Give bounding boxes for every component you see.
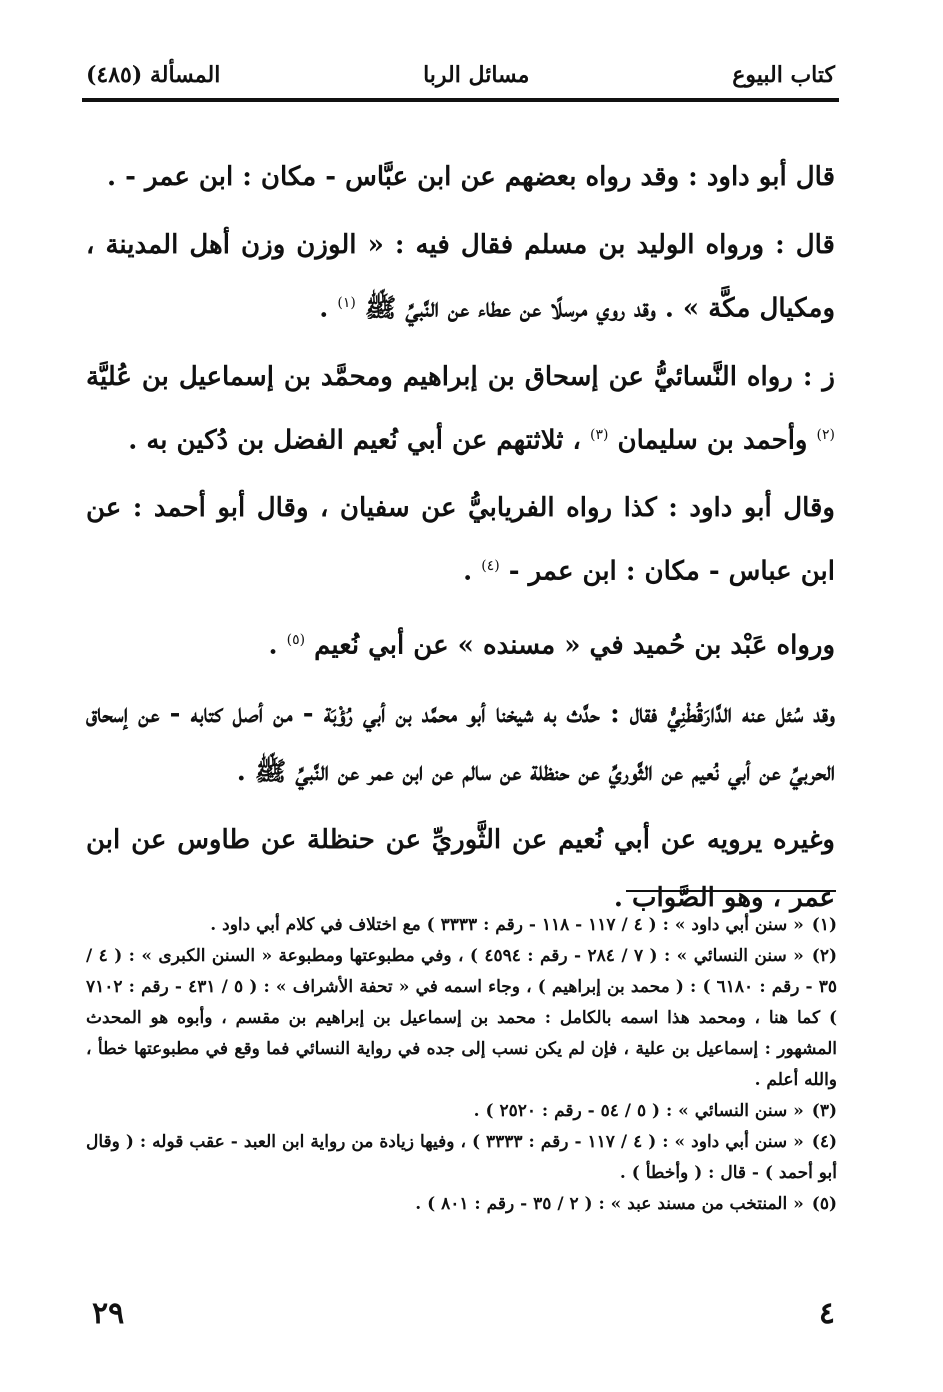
page-number-part: ٤ <box>818 1296 835 1331</box>
paragraph-5 <box>86 611 835 675</box>
footnote-4 <box>86 1127 837 1189</box>
paragraph-4-text: وقال أبو داود : كذا رواه الفريابيُّ عن سفيان ، وقال أبو أحمد : عن ابن عباس - مكان : ابن عمر - <box>86 493 835 587</box>
footnote-text: « سنن أبي داود » : ( ٤ / ١١٧ - رقم : ٣٣٣٣ ) ، وفيها زيادة من رواية ابن العبد - عقب قوله : ( وقال أبو أحمد ) - قال : ( وأخطأ ) . <box>86 1132 837 1183</box>
paragraph-3-text-mid: وأحمد بن سليمان <box>608 425 817 456</box>
paragraph-2-quote: « الوزن وزن أهل المدينة ، ومكيال مكَّة » <box>86 230 835 324</box>
footnote-text: « المنتخب من مسند عبد » : ( ٢ / ٣٥ - رقم : ٨٠١ ) . <box>415 1194 804 1214</box>
paragraph-3-lead-letter: ز : <box>802 361 835 392</box>
paragraph-2 <box>86 216 835 338</box>
footnote-ref-5[interactable]: (٥) <box>286 631 306 648</box>
header-divider <box>82 98 839 102</box>
footnote-text: « سنن النسائي » : ( ٧ / ٢٨٤ - رقم : ٤٥٩٤ ) ، وفي مطبوعتها ومطبوعة « السنن الكبرى » : ( ٤ / ٣٥ - رقم : ٦١٨٠ ) : ( محمد بن إبراهيم ) ، وجاء اسمه في « تحفة الأشراف » : ( ٥ / ٤٣١ - رقم : ٧١٠٢ ) كما هنا ، ومحمد هذا اسمه بالكامل : محمد بن إسماعيل بن إبراهيم بن مقسم ، وأبوه هو المحدث المشهور : إسماعيل بن علية ، فإن لم يكن نسب إلى جده في رواية النسائي فما وقع في مطبوعتها خطأ ، والله أعلم . <box>86 946 838 1090</box>
paragraph-4 <box>86 479 835 601</box>
footnote-text: « سنن أبي داود » : ( ٤ / ١١٧ - ١١٨ - رقم : ٣٣٣٣ ) مع اختلاف في كلام أبي داود . <box>210 915 804 935</box>
footnote-number: (٣) <box>811 1101 837 1121</box>
footnote-ref-3[interactable]: (٣) <box>590 426 609 443</box>
footnote-ref-4[interactable]: (٤) <box>481 558 500 575</box>
footnote-3 <box>86 1096 837 1127</box>
paragraph-2-text-after: . وقد روي مرسلًا عن عطاء عن النَّبيِّ ﷺ <box>364 293 683 324</box>
main-text <box>86 148 835 937</box>
paragraph-1 <box>86 148 835 206</box>
paragraph-5-text: ورواه عَبْد بن حُميد في « مسنده » عن أبي نُعيم <box>305 630 835 661</box>
running-header <box>86 55 835 95</box>
paragraph-2-text: قال : ورواه الوليد بن مسلم فقال فيه : <box>383 230 835 260</box>
header-chapter-title: مسائل الربا <box>423 62 530 88</box>
paragraph-7-text: وغيره يرويه عن أبي نُعيم عن الثَّوريِّ عن حنظلة عن طاوس عن ابن عمر ، وهو الصَّواب . <box>86 824 835 913</box>
paragraph-1-text: قال أبو داود : وقد رواه بعضهم عن ابن عبَّاس - مكان : ابن عمر - . <box>107 162 835 192</box>
footnote-1 <box>86 910 837 941</box>
paragraph-4-text-after: . <box>463 556 482 587</box>
footnote-number: (٥) <box>811 1194 837 1214</box>
footnote-number: (٢) <box>811 946 838 966</box>
paragraph-6 <box>86 685 835 801</box>
footnote-divider <box>626 890 836 892</box>
paragraph-2-end: . <box>319 293 338 324</box>
footnote-text: « سنن النسائي » : ( ٥ / ٥٤ - رقم : ٢٥٢٠ ) . <box>473 1101 804 1121</box>
header-issue-number: المسألة (٤٨٥) <box>86 62 221 88</box>
paragraph-5-text-after: . <box>268 630 287 661</box>
paragraph-3-text: رواه النَّسائيُّ عن إسحاق بن إبراهيم ومحمَّد بن إسماعيل بن عُليَّة <box>86 361 803 392</box>
paragraph-3-text-after: ، ثلاثتهم عن أبي نُعيم الفضل بن دُكين به . <box>128 425 590 456</box>
page-number-volume: ٢٩ <box>92 1296 125 1331</box>
footnote-2 <box>86 941 837 1096</box>
footnotes <box>86 910 837 1220</box>
footnote-ref-1[interactable]: (١) <box>337 295 356 311</box>
footnote-number: (٤) <box>811 1132 838 1152</box>
footnote-ref-2[interactable]: (٢) <box>816 426 835 443</box>
footnote-5 <box>86 1189 837 1220</box>
paragraph-3 <box>86 348 835 470</box>
footnote-number: (١) <box>811 915 837 935</box>
paragraph-6-text: وقد سُئل عنه الدَّارَقُطْنِيُّ فقال : حدَّث به شيخنا أبو محمَّد بن أبي رُؤْبَة - من أصل كتابه - عن إسحاق الحربيِّ عن أبي نُعيم عن الثَّوريِّ عن حنظلة عن سالم عن ابن عمر عن النَّبيِّ ﷺ . <box>86 698 835 787</box>
header-book-title: كتاب البيوع <box>732 62 835 88</box>
